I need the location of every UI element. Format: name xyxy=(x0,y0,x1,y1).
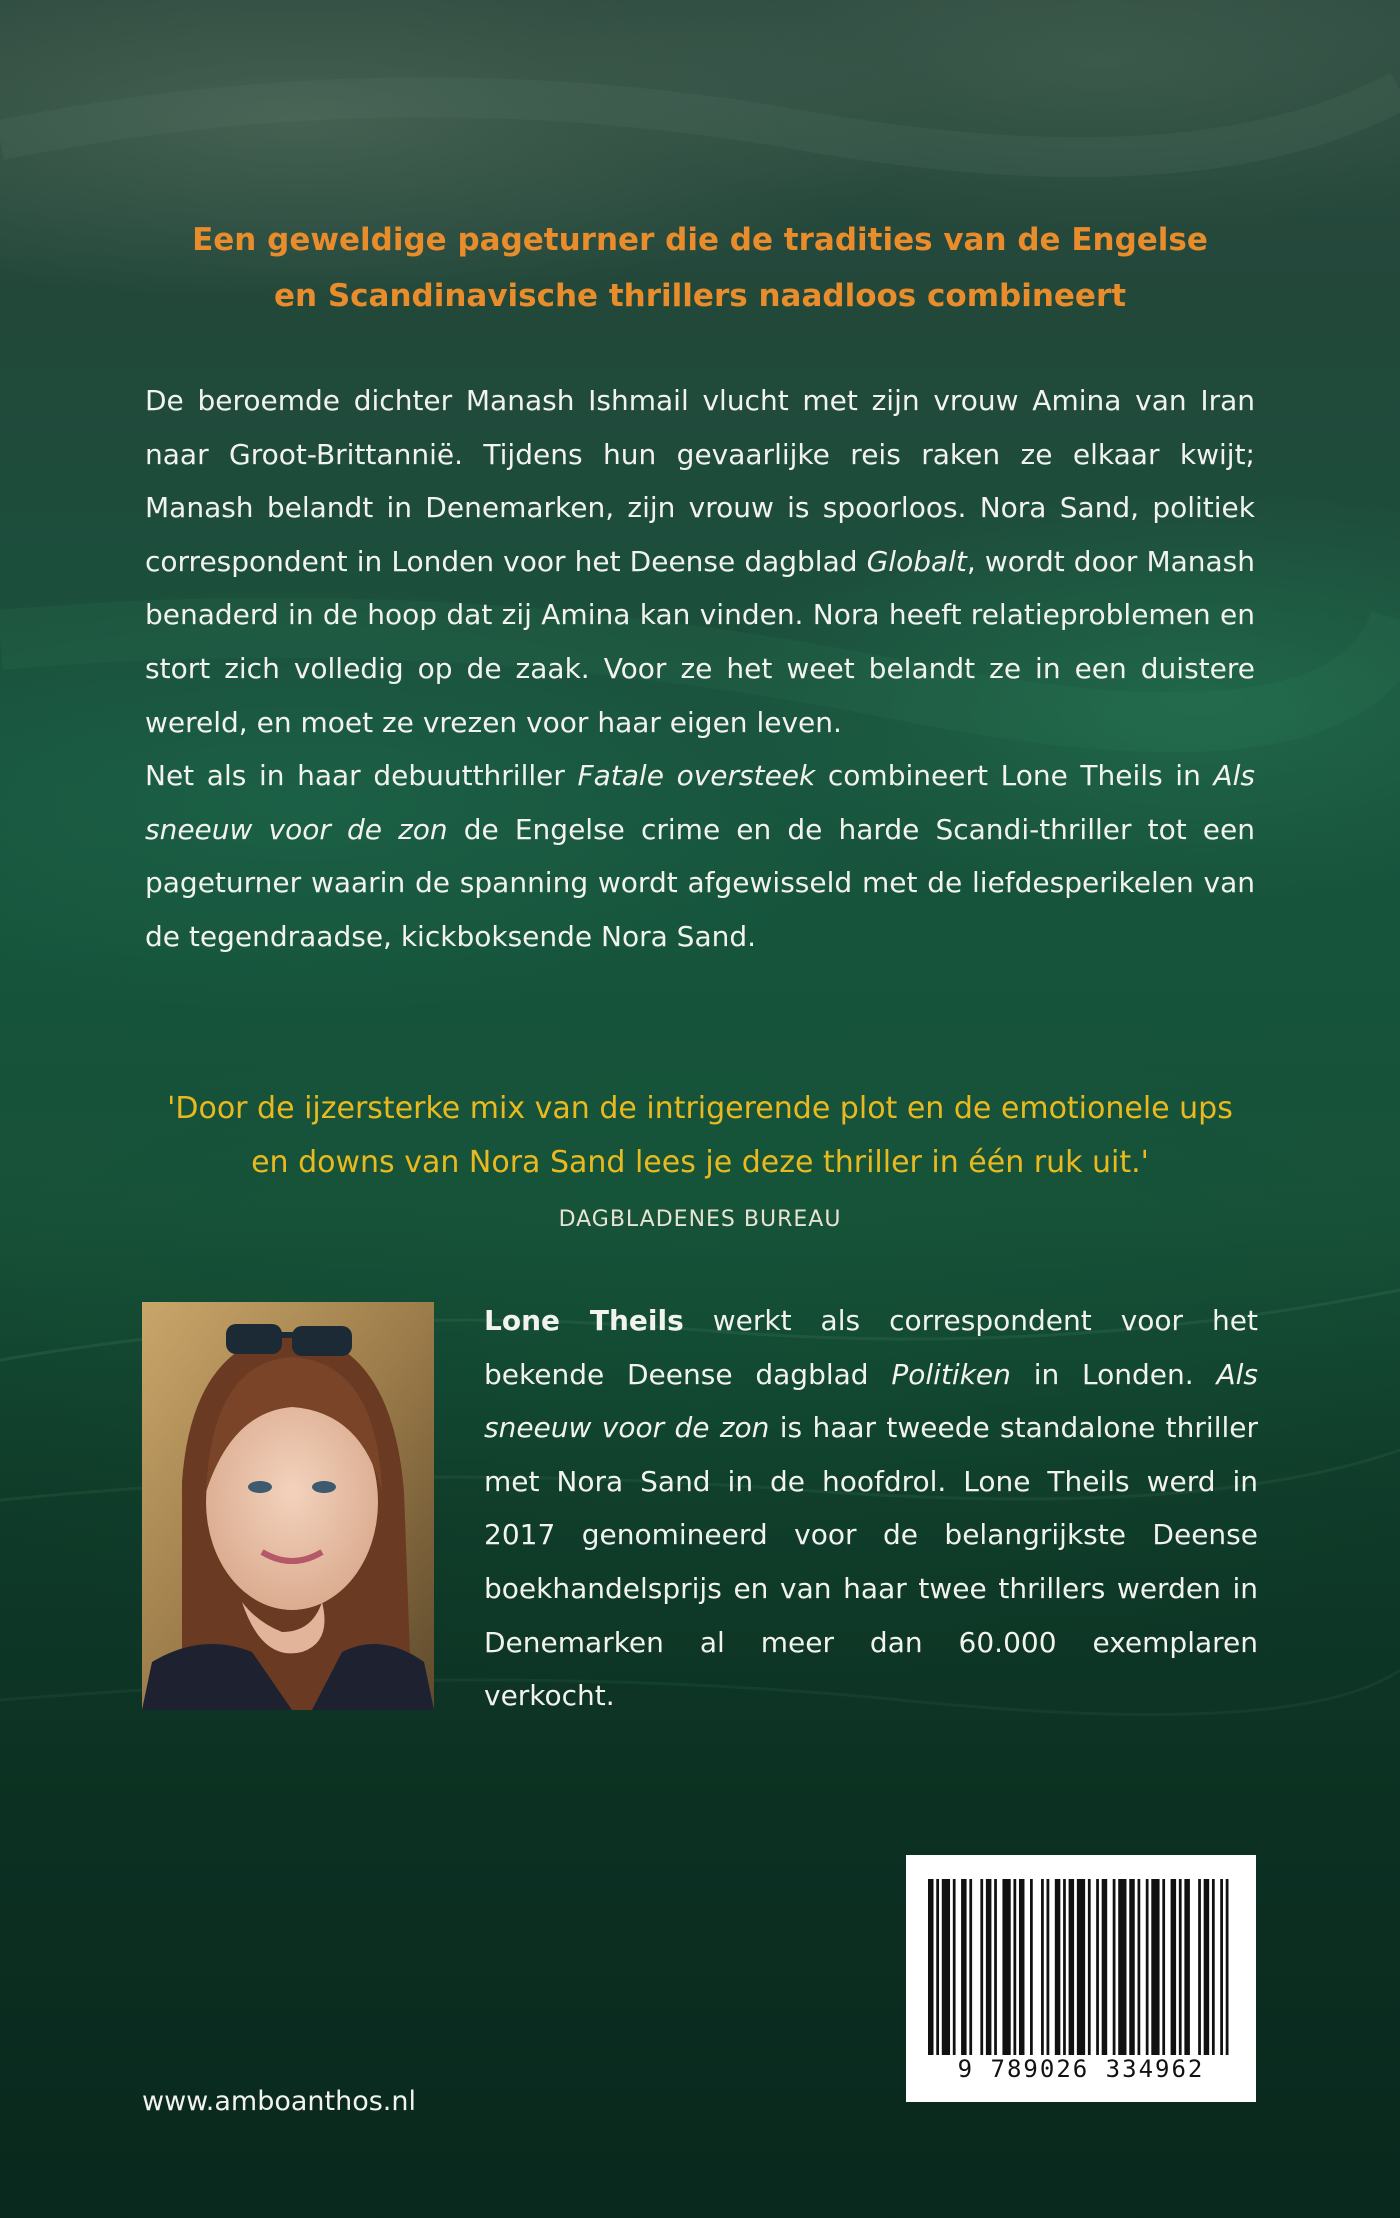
barcode-bar xyxy=(1151,1879,1159,2055)
barcode-bar xyxy=(936,1879,939,2055)
isbn-barcode xyxy=(906,1855,1256,2102)
barcode-bar xyxy=(1212,1879,1215,2055)
barcode-bar xyxy=(994,1879,997,2055)
barcode-bar xyxy=(986,1879,992,2055)
book-title: Als sneeuw voor de zon xyxy=(145,759,1255,846)
barcode-bar xyxy=(1041,1879,1044,2055)
barcode-bar xyxy=(1063,1879,1066,2055)
newspaper-title: Globalt xyxy=(866,544,967,578)
barcode-bar xyxy=(942,1879,950,2055)
book-title: Als sneeuw voor de zon xyxy=(484,1357,1259,1445)
synopsis-text: Net als in haar debuutthriller xyxy=(145,759,578,793)
barcode-bar xyxy=(1102,1879,1108,2055)
barcode-bar xyxy=(1088,1879,1091,2055)
bio-text: is haar tweede standalone thriller met Nora Sand in de hoofdrol. Lone Theils werd in 2017 genomineerd voor de belangrijkste Deense boekhandelsprijs en van haar twee thrillers werden in Denemarken al meer dan 60.000 exemplaren verkocht. xyxy=(484,1411,1258,1713)
synopsis-text: De beroemde dichter Manash Ishmail vlucht met zijn vrouw Amina van Iran naar Groot-Brittannië. Tijdens hun gevaarlijke reis raken ze elkaar kwijt; Manash belandt in Denemarken, zijn vrouw is spoorloos. Nora Sand, politiek correspondent in Londen voor het Deense dagblad xyxy=(145,384,1255,578)
barcode-bars xyxy=(928,1879,1234,2055)
barcode-bar xyxy=(928,1879,934,2055)
barcode-bar xyxy=(1055,1879,1061,2055)
synopsis-text: , wordt door Manash benaderd in de hoop dat zij Amina kan vinden. Nora heeft relatieproblemen en stort zich volledig op de zaak. Voor ze het weet belandt ze in een duistere wereld, en moet ze vrezen voor haar eigen leven. xyxy=(145,544,1255,739)
publisher-website: www.amboanthos.nl xyxy=(142,2086,416,2117)
author-portrait-image xyxy=(142,1302,434,1710)
author-bio xyxy=(484,1294,1258,1723)
barcode-bar xyxy=(1002,1879,1010,2055)
barcode-bar xyxy=(1030,1879,1033,2055)
barcode-bar xyxy=(1077,1879,1085,2055)
synopsis-paragraph-2 xyxy=(145,749,1255,963)
bio-paragraph xyxy=(484,1294,1258,1723)
barcode-bar xyxy=(1162,1879,1165,2055)
quote-text: 'Door de ijzersterke mix van de intrigerende plot en de emotionele ups en downs van Nora Sand lees je deze thriller in één ruk uit.' xyxy=(167,1091,1233,1180)
synopsis-text: combineert Lone Theils in xyxy=(815,759,1214,793)
barcode-bar xyxy=(980,1879,983,2055)
barcode-bar xyxy=(1220,1879,1223,2055)
synopsis xyxy=(145,374,1255,964)
bio-text: werkt als correspondent voor het bekende Deense dagblad xyxy=(484,1304,1258,1391)
barcode-bar xyxy=(1198,1879,1201,2055)
barcode-bar xyxy=(1204,1879,1210,2055)
synopsis-paragraph-1 xyxy=(145,374,1255,749)
barcode-bar xyxy=(1184,1879,1190,2055)
book-title: Fatale oversteek xyxy=(577,759,816,793)
barcode-bar xyxy=(1113,1879,1116,2055)
barcode-bar xyxy=(1146,1879,1149,2055)
barcode-bar xyxy=(1013,1879,1016,2055)
newspaper-title: Politiken xyxy=(891,1357,1011,1391)
bio-text: in Londen. xyxy=(1010,1357,1217,1391)
barcode-bar xyxy=(969,1879,972,2055)
barcode-bar xyxy=(1096,1879,1099,2055)
barcode-bar xyxy=(961,1879,967,2055)
barcode-bar xyxy=(1138,1879,1141,2055)
quote-source: DAGBLADENES BUREAU xyxy=(558,1207,842,1232)
synopsis-text: de Engelse crime en de harde Scandi-thriller tot een pageturner waarin de spanning wordt afgewisseld met de liefdesperikelen van de tegendraadse, kickboksende Nora Sand. xyxy=(145,812,1255,953)
author-photo xyxy=(142,1302,434,1710)
barcode-bar xyxy=(1179,1879,1182,2055)
headline-line-1: Een geweldige pageturner die de tradities van de Engelse xyxy=(192,222,1208,258)
review-quote xyxy=(160,1082,1240,1247)
barcode-bar xyxy=(1118,1879,1126,2055)
barcode-bar xyxy=(1019,1879,1025,2055)
barcode-bar xyxy=(1171,1879,1177,2055)
author-name: Lone Theils xyxy=(484,1304,684,1337)
barcode-bar xyxy=(1069,1879,1075,2055)
barcode-bar xyxy=(1047,1879,1050,2055)
headline xyxy=(130,212,1270,324)
isbn-digits: 9 789026 334962 xyxy=(957,2055,1205,2083)
barcode-bar xyxy=(1129,1879,1135,2055)
headline-line-2: en Scandinavische thrillers naadloos combineert xyxy=(273,278,1127,314)
barcode-bar xyxy=(953,1879,956,2055)
barcode-bar xyxy=(1226,1879,1229,2055)
